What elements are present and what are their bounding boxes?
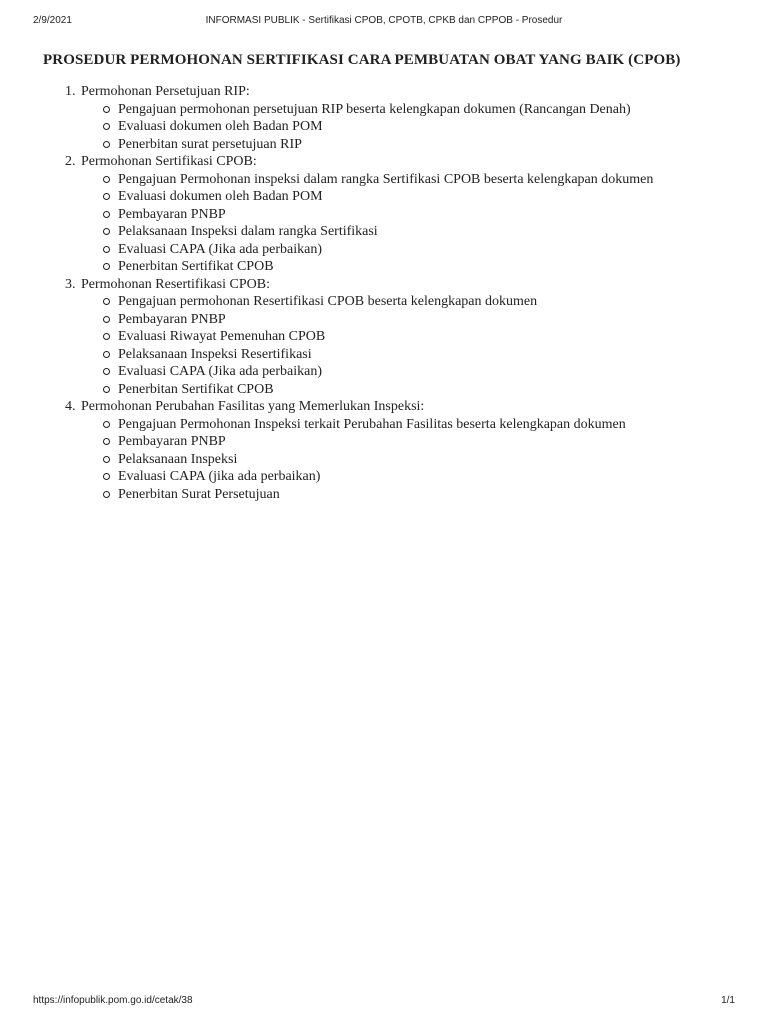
step-label: Permohonan Perubahan Fasilitas yang Memerlukan Inspeksi: <box>81 399 425 414</box>
circle-bullet-icon <box>103 368 110 375</box>
substep-text: Pelaksanaan Inspeksi Resertifikasi <box>118 346 312 362</box>
substep-text: Evaluasi CAPA (Jika ada perbaikan) <box>118 364 322 379</box>
substep-item <box>118 118 728 136</box>
substep-item <box>118 346 728 364</box>
substep-item <box>118 241 728 259</box>
circle-bullet-icon <box>103 263 110 270</box>
circle-bullet-icon <box>103 456 110 463</box>
substep-text: Penerbitan Surat Persetujuan <box>118 486 280 502</box>
substep-item <box>118 416 728 434</box>
step-label: Permohonan Resertifikasi CPOB: <box>81 276 270 292</box>
circle-bullet-icon <box>103 193 110 200</box>
document-content <box>43 52 728 503</box>
procedure-step <box>65 276 728 399</box>
substep-item <box>118 206 728 224</box>
circle-bullet-icon <box>103 333 110 340</box>
print-page-title: INFORMASI PUBLIK - Sertifikasi CPOB, CPOTB, CPKB dan CPPOB - Prosedur <box>205 15 563 26</box>
print-date: 2/9/2021 <box>33 15 72 26</box>
circle-bullet-icon <box>103 298 110 305</box>
substep-item <box>118 101 728 119</box>
step-number: 3. <box>65 276 76 292</box>
substep-text: Pengajuan Permohonan Inspeksi terkait Perubahan Fasilitas beserta kelengkapan dokumen <box>118 416 626 432</box>
substep-text: Pengajuan permohonan Resertifikasi CPOB beserta kelengkapan dokumen <box>118 294 538 309</box>
step-label: Permohonan Persetujuan RIP: <box>81 84 250 99</box>
procedure-step <box>65 83 728 153</box>
print-url: https://infopublik.pom.go.id/cetak/38 <box>33 995 193 1006</box>
print-header <box>33 15 735 29</box>
substep-item <box>118 258 728 276</box>
circle-bullet-icon <box>103 123 110 130</box>
page-number: 1/1 <box>721 995 735 1006</box>
procedure-step <box>65 153 728 276</box>
circle-bullet-icon <box>103 211 110 218</box>
substep-item <box>118 311 728 329</box>
substep-item <box>118 433 728 451</box>
circle-bullet-icon <box>103 438 110 445</box>
circle-bullet-icon <box>103 473 110 480</box>
step-number: 1. <box>65 84 76 99</box>
substep-text: Penerbitan Sertifikat CPOB <box>118 381 274 397</box>
substep-text: Pembayaran PNBP <box>118 434 226 449</box>
substep-item <box>118 328 728 346</box>
substep-text: Evaluasi Riwayat Pemenuhan CPOB <box>118 329 326 344</box>
step-label: Permohonan Sertifikasi CPOB: <box>81 154 257 169</box>
circle-bullet-icon <box>103 491 110 498</box>
substep-text: Pelaksanaan Inspeksi <box>118 451 238 467</box>
substeps-list <box>81 293 728 398</box>
procedure-step <box>65 398 728 503</box>
circle-bullet-icon <box>103 246 110 253</box>
substep-text: Pengajuan Permohonan inspeksi dalam rangka Sertifikasi CPOB beserta kelengkapan dokumen <box>118 171 654 187</box>
circle-bullet-icon <box>103 228 110 235</box>
procedure-steps-list <box>43 83 728 503</box>
substep-item <box>118 223 728 241</box>
circle-bullet-icon <box>103 351 110 358</box>
substep-text: Pengajuan permohonan persetujuan RIP beserta kelengkapan dokumen (Rancangan Denah) <box>118 101 631 117</box>
substep-text: Evaluasi dokumen oleh Badan POM <box>118 189 323 204</box>
circle-bullet-icon <box>103 386 110 393</box>
step-number: 2. <box>65 154 76 169</box>
circle-bullet-icon <box>103 421 110 428</box>
substep-item <box>118 381 728 399</box>
substep-item <box>118 468 728 486</box>
substep-text: Pembayaran PNBP <box>118 206 226 222</box>
substep-text: Evaluasi CAPA (jika ada perbaikan) <box>118 469 321 484</box>
substep-item <box>118 293 728 311</box>
substep-text: Pembayaran PNBP <box>118 311 226 327</box>
substeps-list <box>81 101 728 154</box>
substeps-list <box>81 416 728 504</box>
substeps-list <box>81 171 728 276</box>
substep-item <box>118 171 728 189</box>
substep-item <box>118 363 728 381</box>
substep-item <box>118 136 728 154</box>
substep-item <box>118 188 728 206</box>
circle-bullet-icon <box>103 106 110 113</box>
substep-item <box>118 451 728 469</box>
substep-text: Pelaksanaan Inspeksi dalam rangka Sertifikasi <box>118 224 378 239</box>
substep-text: Evaluasi CAPA (Jika ada perbaikan) <box>118 241 322 257</box>
circle-bullet-icon <box>103 141 110 148</box>
circle-bullet-icon <box>103 316 110 323</box>
substep-text: Penerbitan surat persetujuan RIP <box>118 136 302 152</box>
step-number: 4. <box>65 399 76 414</box>
circle-bullet-icon <box>103 176 110 183</box>
substep-item <box>118 486 728 504</box>
substep-text: Evaluasi dokumen oleh Badan POM <box>118 119 323 134</box>
document-heading: PROSEDUR PERMOHONAN SERTIFIKASI CARA PEMBUATAN OBAT YANG BAIK (CPOB) <box>43 52 681 68</box>
substep-text: Penerbitan Sertifikat CPOB <box>118 259 274 274</box>
print-footer <box>33 995 735 1009</box>
